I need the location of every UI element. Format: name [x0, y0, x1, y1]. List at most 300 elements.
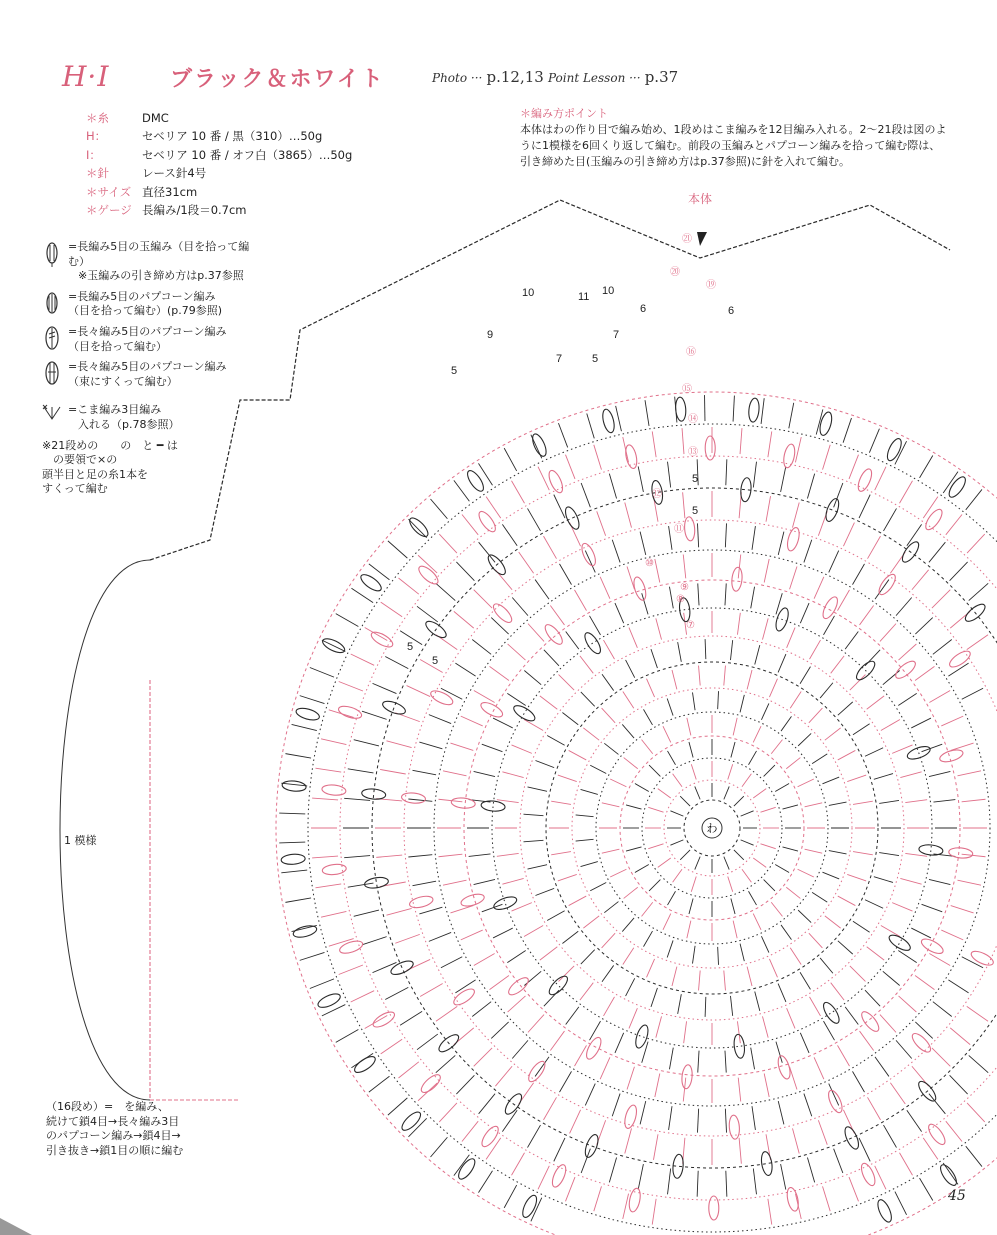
stitch-mark [800, 1033, 809, 1053]
stitch-mark [731, 899, 735, 914]
stitch-mark [544, 1097, 557, 1120]
popcorn-stitch-mark [681, 1064, 693, 1089]
stitch-mark [809, 933, 823, 948]
popcorn-stitch-mark [316, 991, 342, 1010]
stitch-mark [535, 580, 549, 600]
stitch-mark [929, 954, 950, 966]
stitch-mark [351, 991, 374, 1002]
stitch-mark [336, 614, 359, 627]
stitch-mark [429, 715, 451, 724]
row-label: ㉑ [682, 234, 692, 245]
stitch-mark [575, 590, 587, 611]
stitch-mark [669, 587, 673, 609]
stitch-mark [900, 481, 913, 504]
stitch-mark [528, 865, 548, 869]
stitch-mark [728, 877, 733, 892]
stitch-mark [850, 675, 866, 691]
stitch-mark [678, 642, 682, 662]
stitch-mark [668, 1168, 671, 1194]
stitch-mark [376, 855, 402, 857]
popcorn-stitch-mark [760, 1151, 774, 1176]
stitch-mark [812, 754, 827, 764]
stitch-mark [728, 764, 733, 779]
stitch-mark [604, 743, 618, 754]
stitch-mark [951, 906, 974, 913]
stitch-mark [479, 1094, 495, 1114]
stitch-mark [825, 916, 841, 928]
stitch-mark [429, 932, 451, 941]
stitch-mark [849, 455, 858, 479]
chain-count: 7 [556, 353, 563, 365]
pattern-repeat-label: 1 模様 [64, 834, 97, 847]
stitch-mark [761, 398, 764, 424]
stitch-mark [362, 711, 387, 719]
stitch-mark [762, 618, 768, 639]
stitch-mark [602, 965, 614, 981]
stitch-mark [407, 686, 431, 697]
stitch-mark [911, 718, 931, 728]
legend-note-line: すくって編む [42, 482, 108, 496]
stitch-mark [491, 618, 508, 635]
stitch-mark [566, 1007, 579, 1025]
popcorn-stitch-mark [918, 844, 943, 856]
stitch-mark [867, 696, 884, 709]
chain-count: 6 [640, 303, 647, 315]
popcorn-stitch-mark [416, 563, 441, 586]
stitch-mark [822, 777, 839, 784]
stitch-mark [905, 800, 927, 803]
stitch-mark [853, 801, 873, 804]
stitch-mark [408, 799, 432, 801]
stitch-mark [933, 639, 952, 654]
stitch-mark [868, 1097, 881, 1120]
stitch-mark [597, 511, 606, 535]
stitch-mark [761, 703, 768, 719]
stitch-mark [310, 667, 334, 677]
popcorn-stitch-mark [893, 658, 918, 681]
legend-text: =こま編み3目編み [68, 403, 162, 417]
stitch-mark [790, 566, 797, 589]
stitch-mark [655, 559, 660, 582]
stitch-mark [629, 628, 637, 648]
legend-text: =長々編み5目のパプコーン編み [68, 324, 227, 338]
stitch-mark [512, 597, 528, 615]
stitch-mark [344, 798, 370, 800]
stitch-mark [820, 683, 833, 698]
stitch-mark [322, 1005, 345, 1016]
stitch-mark [419, 907, 442, 914]
stitch-mark [624, 758, 638, 769]
stitch-mark [315, 884, 341, 888]
popcorn-stitch-mark [407, 515, 431, 539]
stitch-mark [315, 768, 341, 772]
popcorn-stitch-mark [818, 411, 834, 437]
stitch-mark [967, 635, 988, 650]
stitch-mark [792, 502, 799, 527]
stitch-mark [941, 930, 963, 940]
stitch-mark [292, 724, 317, 730]
stitch-mark [747, 967, 752, 986]
stitch-mark [524, 720, 543, 731]
popcorn-stitch-mark [946, 474, 968, 499]
stitch-mark [615, 1033, 624, 1053]
popcorn-stitch-mark [399, 1109, 423, 1133]
stitch-mark [602, 849, 620, 853]
stitch-mark [560, 564, 572, 585]
stitch-mark [565, 1177, 574, 1201]
stitch-mark [443, 880, 466, 885]
stitch-mark [900, 878, 921, 884]
stitch-mark [755, 645, 760, 664]
stitch-mark [482, 904, 503, 912]
stitch-mark [528, 508, 541, 531]
stitch-mark [385, 657, 408, 669]
photo-label: Photo ··· [432, 71, 483, 85]
popcorn-stitch-mark [859, 1161, 878, 1187]
stitch-mark [768, 431, 772, 457]
stitch-mark [786, 887, 800, 898]
popcorn-stitch-mark [563, 505, 582, 531]
stitch-mark [884, 508, 897, 531]
stitch-mark [629, 1008, 637, 1028]
stitch-mark [915, 976, 934, 990]
stitch-mark [697, 1109, 698, 1133]
stitch-mark [623, 948, 634, 965]
popcorn-stitch-mark [938, 1162, 960, 1187]
popcorn-stitch-mark [856, 467, 875, 493]
stitch-mark [528, 624, 544, 642]
stitch-mark [775, 865, 789, 873]
stitch-mark [705, 639, 706, 659]
stitch-mark [850, 966, 866, 982]
stitch-mark [740, 695, 744, 712]
stitch-mark [749, 891, 757, 905]
stitch-mark [461, 930, 483, 940]
popcorn-stitch-mark [728, 1115, 740, 1140]
stitch-mark [550, 606, 564, 625]
stitch-mark [656, 618, 662, 639]
stitch-mark [809, 708, 823, 723]
stitch-mark [560, 1071, 572, 1092]
stitch-mark [538, 467, 549, 490]
stitch-mark [635, 865, 649, 873]
stitch-mark [490, 976, 509, 990]
popcorn-stitch-mark [859, 1009, 882, 1034]
stitch-mark [626, 847, 641, 851]
stitch-mark [507, 693, 525, 705]
legend-note-line: の要領で×の [42, 453, 118, 467]
stitch-mark [874, 774, 893, 780]
stitch-mark [673, 869, 682, 882]
stitch-mark [742, 774, 751, 787]
lesson-label: Point Lesson ··· [547, 71, 641, 85]
page-number: 45 [948, 1188, 966, 1204]
popcorn-stitch-mark [520, 1193, 539, 1219]
stitch-mark [524, 814, 544, 815]
stitch-mark [626, 805, 641, 809]
stitch-mark [831, 983, 844, 1000]
material-key: H： [86, 129, 107, 144]
stitch-mark [321, 911, 346, 917]
stitch-mark [915, 618, 932, 635]
stitch-mark [670, 811, 683, 816]
legend-subtext: （目を拾って編む）(p.79参照) [68, 304, 223, 318]
stitch-mark [943, 1163, 958, 1184]
stitch-mark [502, 878, 523, 884]
stitch-mark [544, 650, 559, 666]
stitch-mark [668, 751, 676, 765]
popcorn-stitch-mark [875, 1198, 894, 1224]
stitch-mark [899, 644, 917, 660]
stitch-mark [778, 654, 786, 672]
stitch-mark [900, 1153, 913, 1176]
stitch-mark [562, 931, 578, 943]
stitch-mark [583, 916, 599, 928]
stitch-mark [490, 666, 509, 680]
stitch-mark [551, 801, 571, 804]
stitch-mark [508, 996, 526, 1012]
chain-count: 5 [451, 365, 458, 377]
stitch-mark [381, 602, 402, 617]
stitch-mark [420, 984, 443, 997]
stitch-mark [472, 1002, 491, 1017]
material-key: ＊サイズ [86, 184, 132, 199]
stitch-mark [580, 983, 593, 1000]
body-label: 本体 [688, 192, 713, 206]
stitch-mark [948, 980, 968, 993]
popcorn-stitch-mark [601, 408, 617, 434]
stitch-mark [649, 765, 660, 776]
popcorn-stitches [281, 397, 995, 1224]
stitch-mark [524, 671, 541, 685]
popcorn-stitch-mark [526, 1059, 548, 1084]
stitch-mark [462, 514, 478, 534]
stitch-mark [812, 892, 827, 902]
stitch-mark [890, 1083, 905, 1104]
stitch-mark [912, 570, 929, 590]
stitch-mark [800, 667, 810, 684]
stitch-mark [417, 606, 438, 622]
stitch-mark [847, 874, 866, 880]
stitch-mark [687, 921, 691, 939]
row-label: ⑭ [688, 414, 698, 425]
stitch-mark [892, 903, 912, 911]
note-line: のパプコーン編み→鎖4目→ [46, 1129, 181, 1142]
stitch-mark [652, 1199, 656, 1225]
stitch-mark [761, 844, 776, 849]
stitch-mark [658, 789, 671, 798]
stitch-mark [766, 496, 771, 522]
stitch-mark [693, 946, 696, 964]
stitch-mark [656, 1016, 662, 1037]
popcorn-stitch-mark [295, 706, 321, 722]
popcorn-stitch-mark [511, 703, 537, 724]
stitch-mark [867, 947, 884, 960]
stitch-mark [508, 644, 526, 660]
popcorn-stitch-mark [369, 629, 395, 650]
stitch-mark [843, 523, 854, 547]
stitch-mark [474, 771, 495, 776]
stitch-mark [419, 742, 442, 749]
popcorn-stitch-mark [909, 1031, 933, 1055]
stitch-mark [845, 631, 858, 649]
stitch-mark [825, 728, 841, 740]
stitch-mark [684, 1021, 687, 1043]
stitch-mark [616, 406, 622, 431]
popcorn-stitch-mark [492, 894, 518, 912]
stitch-mark [583, 728, 599, 740]
stitch-mark [865, 900, 883, 908]
stitch-mark [764, 1074, 769, 1097]
stitch-mark [859, 495, 870, 518]
stitch-mark [493, 928, 513, 938]
row-label: ⑲ [706, 280, 716, 291]
stitch-mark [417, 1034, 438, 1050]
stitch-mark [849, 1177, 858, 1201]
stitch-mark [883, 971, 900, 985]
stitch-mark [300, 696, 325, 704]
stitch-mark [504, 448, 516, 471]
material-value: セベリア 10 番 / オフ白（3865）…50g [142, 147, 353, 162]
stitch-mark [881, 926, 900, 937]
stitch-mark [731, 742, 735, 757]
stitch-mark [693, 692, 696, 710]
popcorn-stitch-mark [281, 853, 306, 865]
stitch-mark [604, 902, 618, 913]
stitch-mark [753, 914, 761, 930]
stitch-mark [697, 523, 698, 547]
popcorn-stitch-mark [948, 847, 973, 859]
stitch-mark [860, 606, 874, 625]
stitch-mark [734, 796, 744, 806]
stitch-mark [920, 1178, 933, 1200]
stitch-mark [932, 1048, 950, 1066]
stitch-mark [388, 541, 407, 558]
stitch-mark [834, 1149, 843, 1173]
stitch-mark [622, 918, 634, 932]
stitch-mark [587, 414, 595, 439]
stitch-mark [753, 1168, 756, 1194]
popcorn-stitch-mark [542, 622, 565, 647]
popcorn-stitch-mark [826, 1088, 845, 1114]
stitch-mark [640, 1101, 646, 1124]
stitch-mark [761, 807, 776, 812]
stitch-mark [493, 718, 513, 728]
stitch-mark [645, 400, 649, 426]
stitch-mark [528, 1125, 541, 1148]
stitch-mark [807, 1157, 814, 1182]
stitch-mark [612, 1094, 620, 1117]
chain-count: 5 [407, 641, 414, 653]
stitch-mark [929, 1094, 945, 1114]
stitch-mark [687, 718, 691, 736]
stitch-mark [879, 800, 899, 803]
stitch-mark [439, 854, 463, 857]
stitch-mark [798, 733, 811, 745]
stitch-mark [540, 696, 557, 709]
stitch-mark [946, 1121, 962, 1141]
stitch-mark [845, 1007, 858, 1025]
stitch-mark [285, 898, 311, 902]
stitch-mark [741, 811, 754, 816]
material-key: ＊針 [86, 166, 109, 181]
stitch-mark [718, 947, 719, 965]
stitch-mark [609, 1157, 616, 1182]
popcorn-stitch-mark [623, 1104, 639, 1130]
stitch-mark [781, 1164, 786, 1189]
stitch-mark [798, 779, 814, 787]
stitch-mark [385, 987, 408, 999]
stitch-mark [600, 1057, 610, 1079]
row-label: ⑧ [676, 594, 685, 605]
material-key: I： [86, 147, 101, 162]
stitch-mark [400, 1011, 422, 1025]
stitch-mark [724, 786, 729, 799]
stitch-mark [450, 743, 473, 750]
stitch-mark [725, 523, 726, 547]
row-label: ⑪ [674, 524, 684, 535]
stitch-mark [625, 502, 632, 527]
stitch-mark [753, 726, 761, 742]
legend-note-line: 頭半目と足の糸1本を [42, 467, 148, 481]
stitch-mark [929, 771, 950, 776]
stitch-mark [469, 854, 491, 857]
stitch-mark [730, 996, 732, 1016]
stitch-mark [695, 857, 700, 870]
lesson-page: p.37 [644, 68, 679, 86]
stitch-mark [742, 869, 751, 882]
stitch-mark [479, 542, 495, 562]
stitch-mark [478, 1171, 492, 1193]
stitch-mark [734, 850, 744, 860]
stitch-mark [678, 994, 682, 1014]
stitch-mark [737, 613, 740, 635]
stitch-mark [683, 1078, 686, 1102]
stitch-mark [502, 772, 523, 778]
stitch-mark [439, 534, 457, 553]
popcorn-stitch-mark [337, 704, 363, 721]
stitch-mark [285, 754, 311, 758]
stitch-mark [649, 880, 660, 891]
stitch-mark [667, 699, 673, 716]
stitch-mark [778, 532, 784, 555]
stitch-mark [738, 555, 741, 579]
stitch-mark [764, 765, 775, 776]
stitch-mark [838, 702, 853, 715]
stitch-mark [762, 1016, 768, 1037]
stitch-mark [535, 888, 554, 895]
popcorn-stitch-mark [923, 507, 945, 532]
stitch-mark [726, 459, 727, 485]
popcorn-stitch-mark [491, 601, 515, 625]
chain-count: 5 [692, 505, 699, 517]
stitch-mark [829, 802, 847, 805]
stitch-mark [818, 1120, 827, 1144]
stitch-mark [381, 1039, 402, 1054]
stitch-mark [805, 849, 823, 853]
stitch-mark [642, 902, 653, 916]
stitch-mark [724, 971, 726, 991]
stitch-mark [900, 772, 921, 778]
stitch-mark [929, 691, 950, 703]
stitch-mark [351, 588, 373, 602]
stitch-mark [966, 489, 982, 509]
stitch-mark [753, 789, 766, 798]
note-line: 続けて鎖4目→長々編み3目 [46, 1114, 180, 1128]
chain-count: 10 [602, 285, 615, 297]
stitch-mark [538, 1166, 549, 1189]
stitch-mark [724, 857, 729, 870]
